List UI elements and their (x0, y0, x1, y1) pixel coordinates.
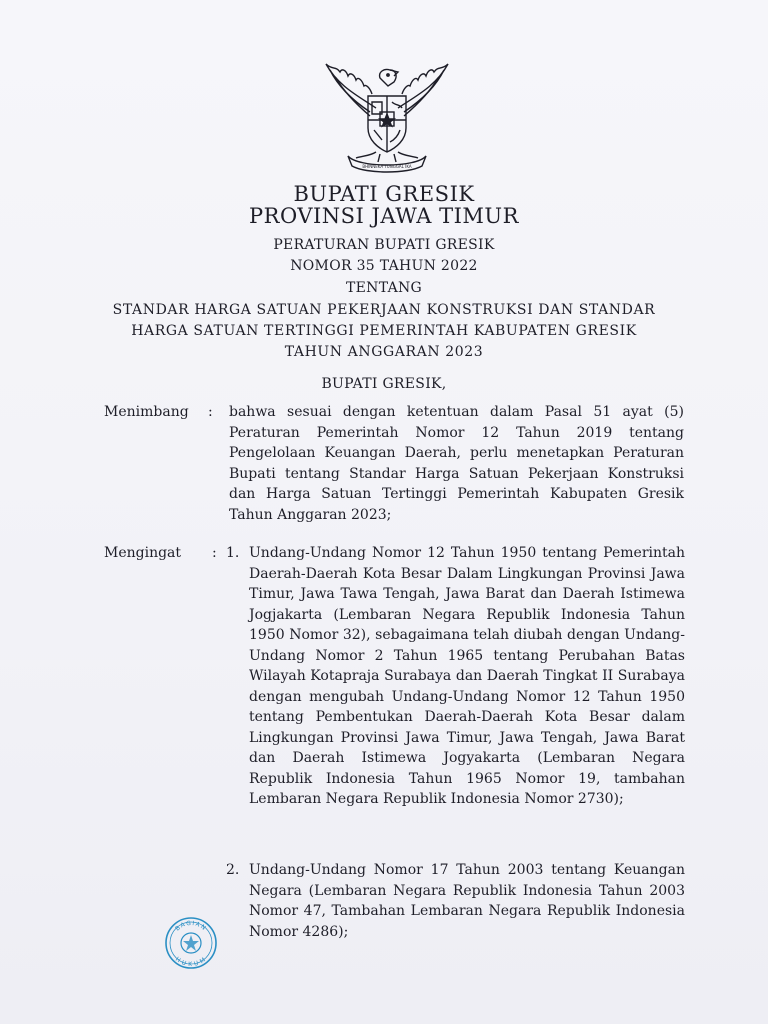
stamp-bottom-text: HUKUM (173, 955, 208, 969)
regulation-subject-line1: STANDAR HARGA SATUAN PEKERJAAN KONSTRUKSI DAN STANDAR (112, 302, 656, 318)
menimbang-colon: : (208, 404, 213, 420)
mengingat-item-number: 2. (226, 862, 240, 878)
mengingat-item-text: Undang-Undang Nomor 17 Tahun 2003 tentang Keuangan Negara (Lembaran Negara Republik Indonesia Tahun 2003 Nomor 47, Tambahan Lembaran Negara Republik Indonesia Nomor 4286); (249, 862, 685, 940)
bagian-hukum-stamp-icon (164, 916, 218, 970)
title-provinsi: PROVINSI JAWA TIMUR (249, 204, 519, 228)
authority-line: BUPATI GRESIK, (321, 376, 447, 392)
regulation-subject-line2: HARGA SATUAN TERTINGGI PEMERINTAH KABUPATEN GRESIK (131, 323, 637, 339)
svg-text:HUKUM (174, 956, 208, 968)
regulation-number: NOMOR 35 TAHUN 2022 (290, 258, 478, 274)
mengingat-label: Mengingat (104, 545, 182, 561)
mengingat-item-text: Undang-Undang Nomor 12 Tahun 1950 tentang Pemerintah Daerah-Daerah Kota Besar Dalam Lingkungan Provinsi Jawa Timur, Jawa Tawa Tengah, Jawa Barat dan Daerah Istimewa Jogjakarta (Lembaran Negara Republik Indonesia Tahun 1950 Nomor 32), sebagaimana telah diubah dengan Undang-Undang Nomor 2 Tahun 1965 tentang Perubahan Batas Wilayah Kotapraja Surabaya dan Daerah Tingkat II Surabaya dengan mengubah Undang-Undang Nomor 12 Tahun 1950 tentang Pembentukan Daerah-Daerah Kota Besar dalam Lingkungan Provinsi Jawa Timur, Jawa Tengah, Jawa Barat dan Daerah Istimewa Jogyakarta (Lembaran Negara Republik Indonesia Tahun 1965 Nomor 19, tambahan Lembaran Negara Republik Indonesia Nomor 2730); (249, 545, 685, 807)
regulation-name: PERATURAN BUPATI GRESIK (273, 237, 495, 253)
garuda-emblem-icon (318, 56, 456, 176)
emblem-motto: BHINNEKA TUNGGAL IKA (362, 164, 412, 169)
stamp-top-text: BAGIAN (174, 919, 208, 933)
menimbang-text: bahwa sesuai dengan ketentuan dalam Pasal 51 ayat (5) Peraturan Pemerintah Nomor 12 Tahun 2019 tentang Pengelolaan Keuangan Daerah, perlu menetapkan Peraturan Bupati tentang Standar Harga Satuan Pekerjaan Konstruksi dan Harga Satuan Tertinggi Pemerintah Kabupaten Gresik Tahun Anggaran 2023; (229, 404, 684, 523)
regulation-subject-line3: TAHUN ANGGARAN 2023 (284, 344, 484, 360)
mengingat-colon: : (212, 545, 217, 561)
regulation-about: TENTANG (345, 280, 423, 296)
title-bupati: BUPATI GRESIK (293, 182, 475, 206)
menimbang-label: Menimbang (104, 404, 189, 420)
mengingat-item-number: 1. (226, 545, 240, 561)
